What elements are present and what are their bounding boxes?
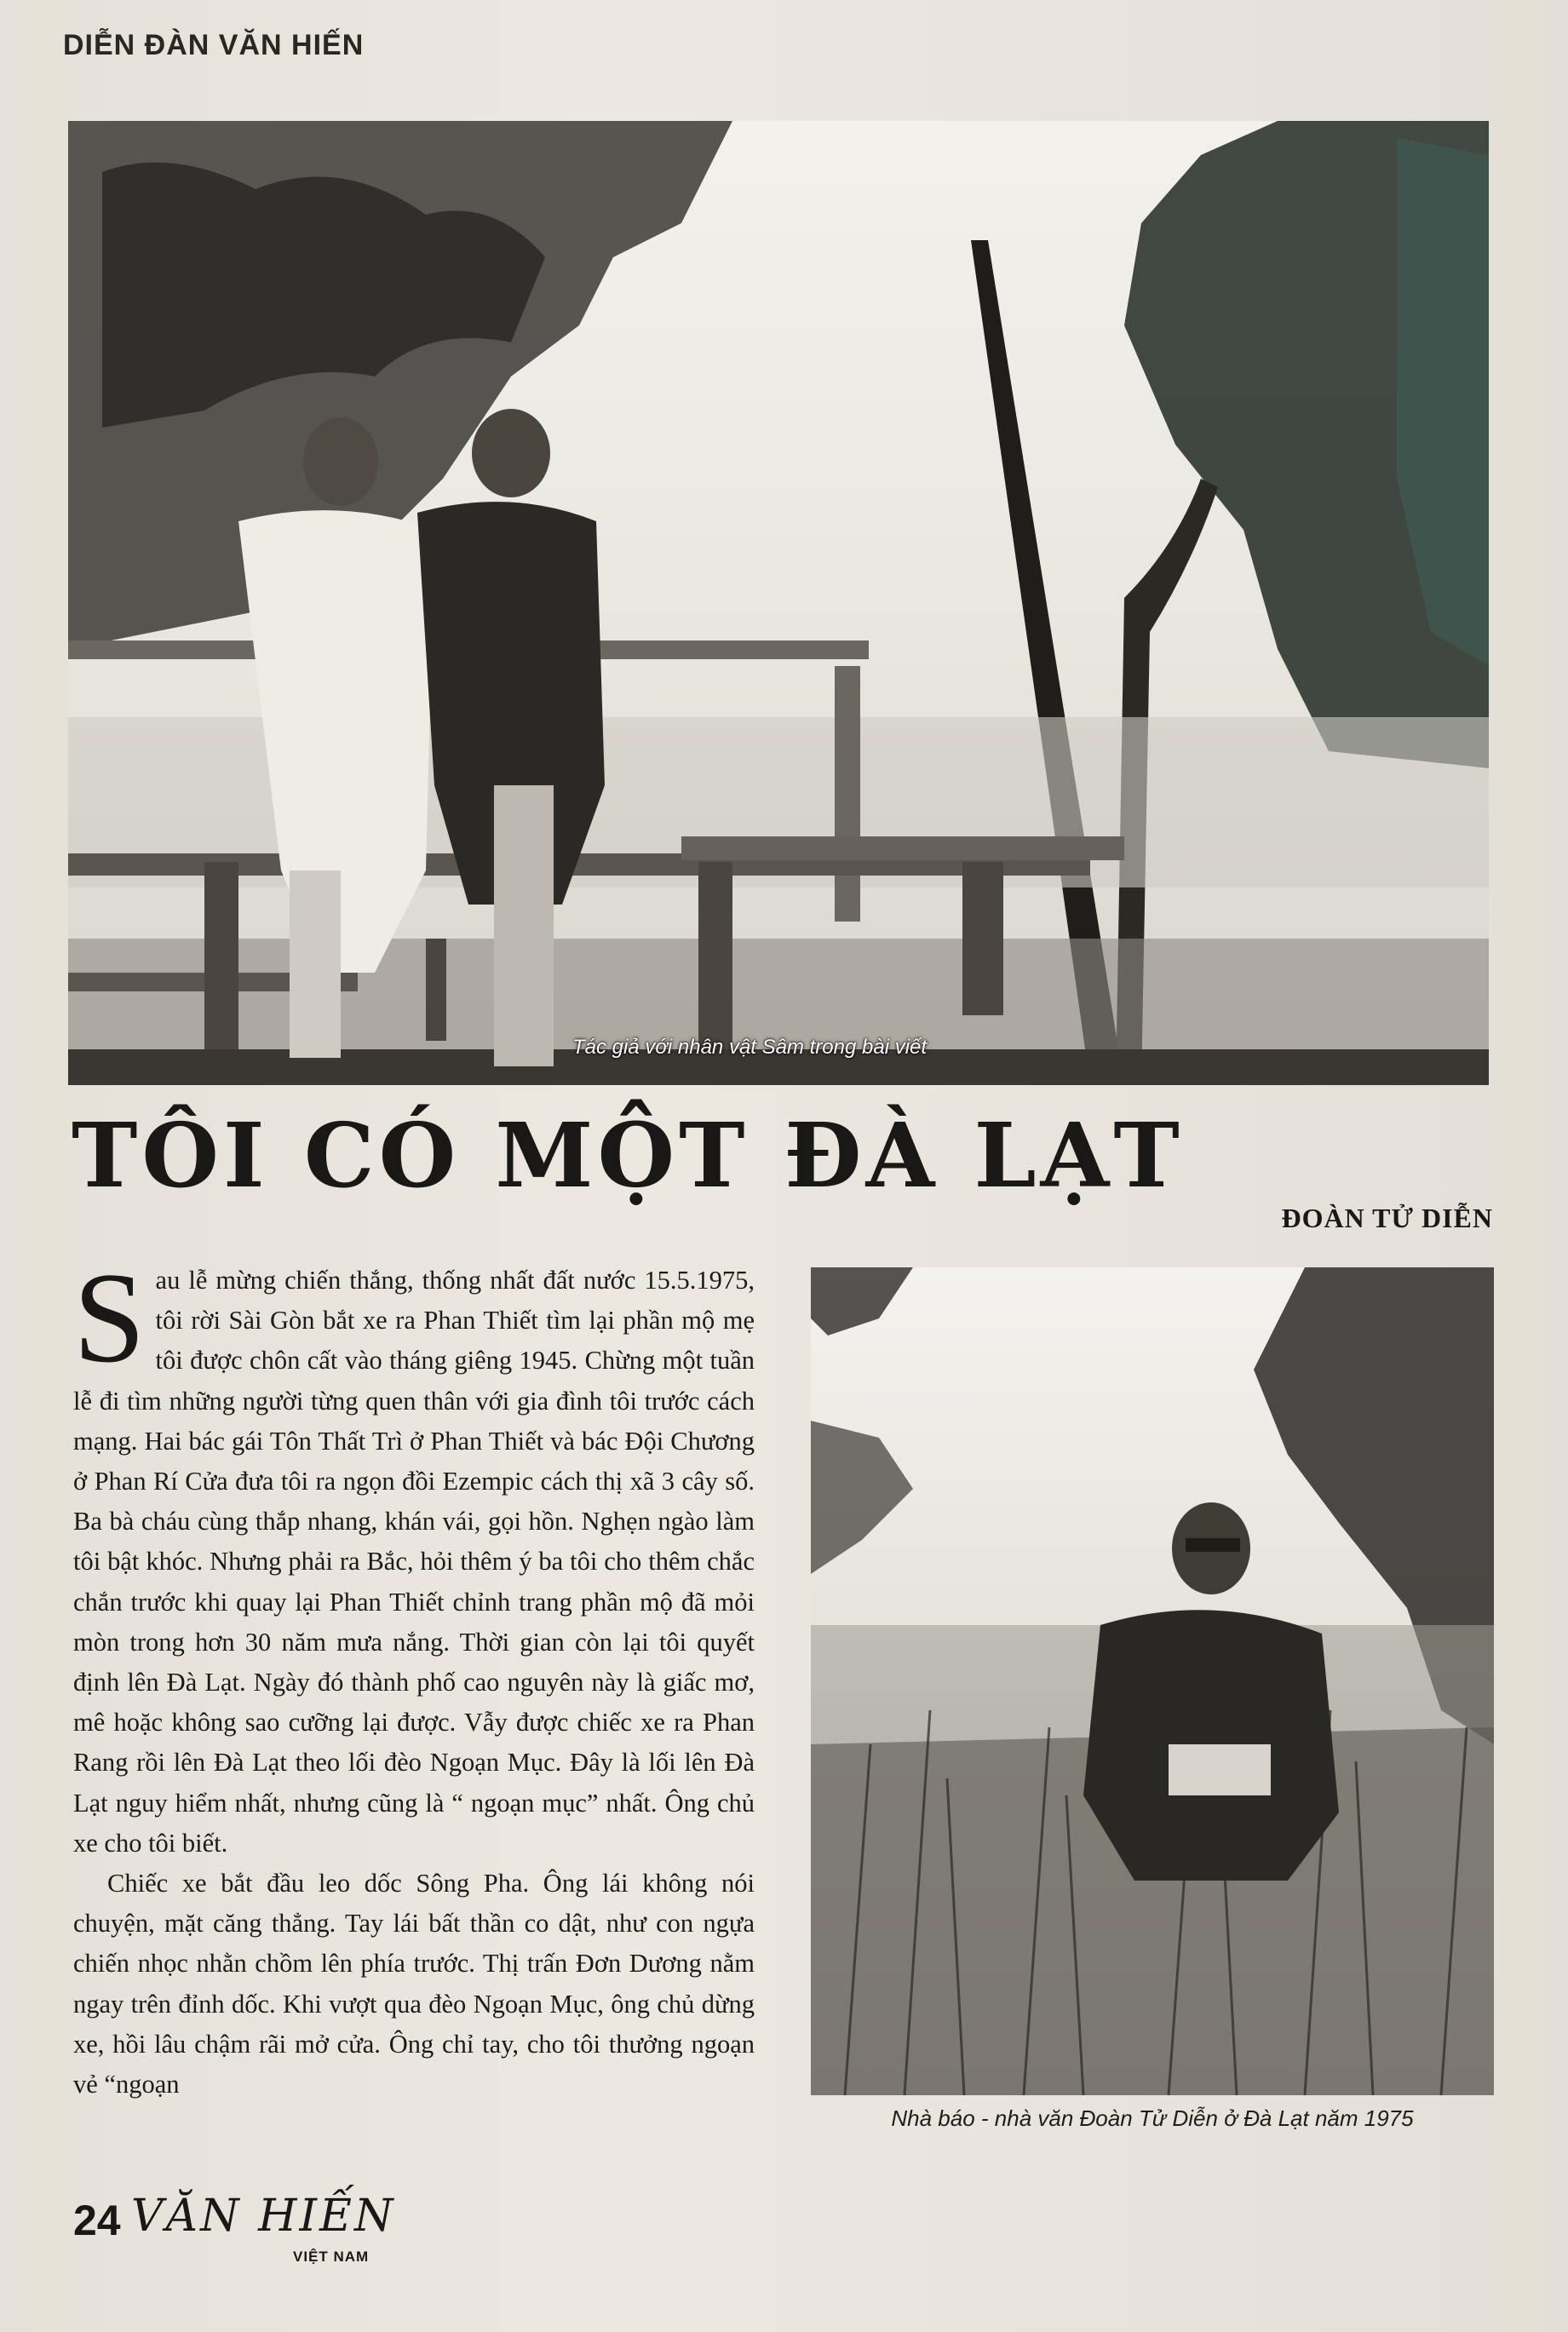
top-photo-caption: Tác giả với nhân vật Sâm trong bài viết: [572, 1036, 928, 1059]
paragraph-2: Chiếc xe bắt đầu leo dốc Sông Pha. Ông lái không nói chuyện, mặt căng thẳng. Tay lái bất thần co dật, như con ngựa chiến nhọc nhằn chồm lên phía trước. Thị trấn Đơn Dương nằm ngay trên đỉnh dốc. Khi vượt qua đèo Ngoạn Mục, ông chủ dừng xe, hồi lâu chậm rãi mở cửa. Ông chỉ tay, cho tôi thưởng ngoạn vẻ “ngoạn: [73, 1869, 755, 2099]
article-title: TÔI CÓ MỘT ĐÀ LẠT: [72, 1103, 1184, 1208]
right-photo: [811, 1267, 1494, 2095]
magazine-logo: VĂN HIẾN: [131, 2191, 396, 2242]
right-photo-caption: Nhà báo - nhà văn Đoàn Tử Diễn ở Đà Lạt năm 1975: [891, 2105, 1414, 2131]
page-number: 24: [73, 2197, 121, 2244]
section-label: DIỄN ĐÀN VĂN HIẾN: [63, 29, 365, 61]
photo-two-men-on-bench-icon: [68, 121, 1489, 1085]
paragraph-1-text: au lễ mừng chiến thắng, thống nhất đất nước 15.5.1975, tôi rời Sài Gòn bắt xe ra Phan Thiết tìm lại phần mộ mẹ tôi được chôn cất vào tháng giêng 1945. Chừng một tuần lễ đi tìm những người từng quen thân với gia đình tôi trước cách mạng. Hai bác gái Tôn Thất Trì ở Phan Thiết và bác Đội Chương ở Phan Rí Cửa đưa tôi ra ngọn đồi Ezempic cách thị xã 3 cây số. Ba bà cháu cùng thắp nhang, khán vái, gọi hồn. Nghẹn ngào làm tôi bật khóc. Nhưng phải ra Bắc, hỏi thêm ý ba tôi cho thêm chắc chắn trước khi quay lại Phan Thiết chỉnh trang phần mộ đã mỏi mòn trong hơn 30 năm mưa nắng. Thời gian còn lại tôi quyết định lên Đà Lạt. Ngày đó thành phố cao nguyên này là giấc mơ, mê hoặc không sao cưỡng lại được. Vẫy được chiếc xe ra Phan Rang rồi lên Đà Lạt theo lối đèo Ngoạn Mục. Đây là lối lên Đà Lạt nguy hiểm nhất, nhưng cũng là “ ngoạn mục” nhất. Ông chủ xe cho tôi biết.: [73, 1266, 755, 1858]
article-body: [73, 1246, 755, 2105]
article-author: ĐOÀN TỬ DIỄN: [1281, 1203, 1493, 1233]
magazine-logo-sub: VIỆT NAM: [293, 2249, 370, 2265]
paragraph-1: [73, 1246, 755, 1864]
top-photo: [68, 121, 1489, 1085]
drop-cap: S: [73, 1246, 146, 1389]
photo-man-in-grass-icon: [811, 1267, 1494, 2095]
